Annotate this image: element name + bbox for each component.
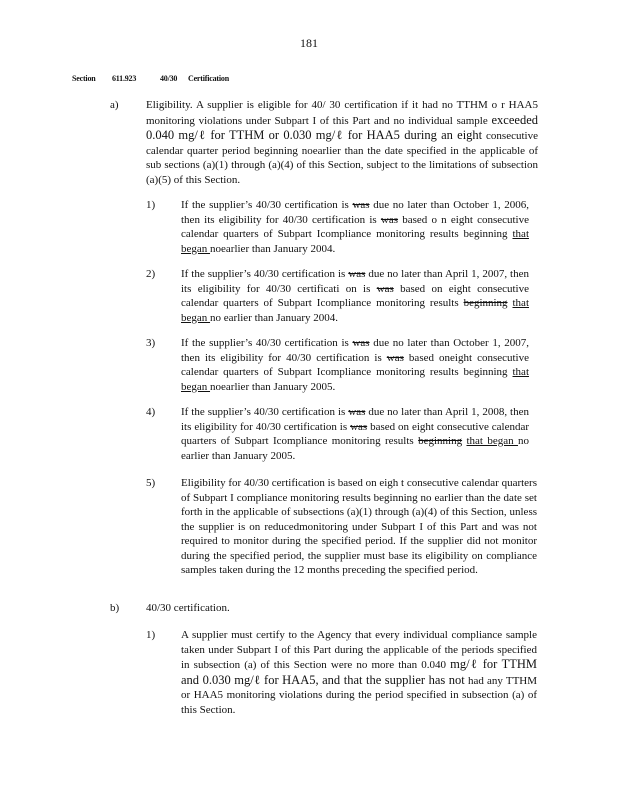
subsection-a-text-amended: exceeded 0.040 mg/ℓ for TTHM or 0.030 mg/ℓ for HAA5 during an eight [146, 112, 538, 142]
a4-text-part: If the supplier’s 40/30 certification is [181, 406, 349, 418]
a3-text-part: due no later than October 1, 2007, then its eligibility for 40/30 certification is [181, 337, 529, 364]
struck-text: was [386, 351, 404, 364]
subsection-a1-text [181, 198, 529, 256]
a3-text-part: based oneight consecutive calendar quarters of Subpart Icompliance monitoring results beginning [181, 351, 529, 378]
section-subsection: 40/30 [160, 74, 178, 83]
subsection-a5-marker: 5) [146, 477, 156, 489]
struck-text: beginning [418, 435, 463, 447]
subsection-a1-marker: 1) [146, 199, 156, 211]
a2-text-part: If the supplier’s 40/30 certification is [181, 268, 349, 280]
a3-text-part: If the supplier’s 40/30 certification is [181, 337, 353, 349]
underlined-text: that began [181, 297, 529, 324]
subsection-a2-marker: 2) [146, 268, 156, 280]
subsection-b1-text-amended: mg/ℓ for TTHM and 0.030 mg/ℓ for HAA5, and that the supplier has not [181, 657, 537, 687]
struck-text: was [376, 282, 394, 295]
a1-text-part: based o n eight consecutive calendar quarters of Subpart Icompliance monitoring results beginning [181, 213, 530, 240]
struck-text: was [352, 337, 370, 349]
subsection-a-marker: a) [110, 99, 119, 111]
a4-text-part: due no later than April 1, 2008, then its eligibility for 40/30 certification is [181, 406, 529, 433]
subsection-a-text-1: Eligibility. A supplier is eligible for 40/ 30 certification if it had no TTHM o r HAA5 monitoring violations under Subpart I of this Part and no individual sample [146, 99, 538, 127]
subsection-b1-text [181, 628, 537, 717]
page-number: 181 [300, 36, 318, 50]
section-label: Section [72, 74, 96, 83]
underlined-text: that began [466, 435, 519, 447]
subsection-a4-text [181, 405, 529, 463]
subsection-a5-text: Eligibility for 40/30 certification is based on eigh t consecutive calendar quarters of Subpart I compliance monitoring results beginning no earlier than the date set forth in the applicable of subsections (a)(1) through (a)(4) of this Section, unless the supplier is on reducedmonitoring under Subpart I of this Part and was not required to monitor during the specified period. If the supplier did not monitor during the specified period, the supplier must base its eligibility on compliance samples taken during the 12 months preceding the specified period. [181, 477, 537, 576]
section-number: 611.923 [112, 74, 137, 83]
subsection-a3-text [181, 336, 529, 394]
subsection-a4-marker: 4) [146, 406, 156, 418]
a1-text-part: If the supplier’s 40/30 certification is [181, 199, 353, 211]
subsection-a-text [146, 98, 538, 187]
struck-text: was [348, 406, 366, 418]
subsection-b1-text-1: A supplier must certify to the Agency that every individual compliance sample taken under Subpart I of this Part during the applicable of the periods specified in subsection (a) of this Section were no more than 0.040 [181, 629, 537, 671]
struck-text: beginning [463, 297, 508, 309]
a2-text-part: due no later than April 1, 2007, then its eligibility for 40/30 certificati on is [181, 268, 529, 295]
underlined-text: that began [181, 228, 529, 255]
a4-text-part: based on eight consecutive calendar quarters of Subpart Icompliance monitoring results [181, 420, 529, 447]
a1-text-part: due no later than October 1, 2006, then its eligibility for 40/30 certification is [181, 199, 529, 226]
subsection-b1-marker: 1) [146, 629, 156, 641]
subsection-a-text-3: consecutive calendar quarter period beginning noearlier than the date specified in the applicable of sub sections (a)(1) through (a)(4) of this Section, subject to the limitations of subsection (a)(5) of this Section. [146, 130, 538, 186]
a3-text-part: noearlier than January 2005. [210, 380, 336, 393]
struck-text: was [380, 213, 399, 226]
subsection-a3-marker: 3) [146, 337, 156, 349]
subsection-b1-text-3: had any TTHM or HAA5 monitoring violations during the period specified in subsection (a) of this Section. [181, 674, 538, 716]
subsection-a2-text [181, 267, 529, 325]
section-title: Certification [188, 74, 229, 83]
struck-text: was [352, 199, 370, 211]
subsection-b-marker: b) [110, 602, 120, 614]
a1-text-part: noearlier than January 2004. [210, 242, 336, 255]
struck-text: was [350, 420, 368, 433]
a2-text-part: no earlier than January 2004. [210, 311, 338, 324]
a4-text-part: no earlier than January 2005. [181, 435, 530, 462]
subsection-b-text: 40/30 certification. [146, 602, 230, 614]
struck-text: was [348, 268, 366, 280]
underlined-text: that began [181, 366, 529, 393]
section-header [72, 74, 229, 83]
a2-text-part: based on eight consecutive calendar quarters of Subpart Icompliance monitoring results [181, 282, 529, 309]
